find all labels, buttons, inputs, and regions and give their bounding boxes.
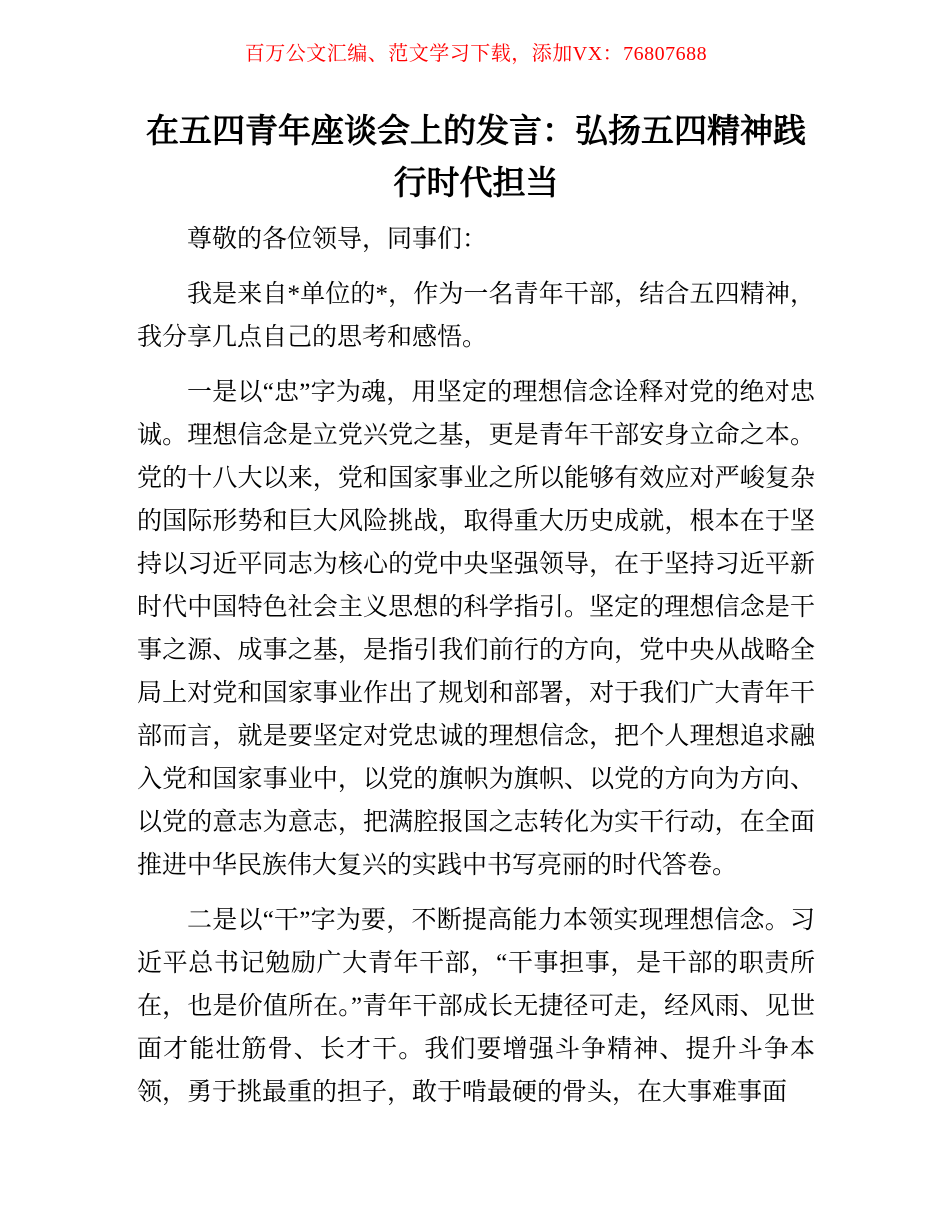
paragraph-intro: 我是来自*单位的*，作为一名青年干部，结合五四精神，我分享几点自己的思考和感悟。 xyxy=(137,281,815,351)
paragraph-point-two: 二是以“干”字为要，不断提高能力本领实现理想信念。习近平总书记勉励广大青年干部，“干事担事，是干部的职责所在，也是价值所在。”青年干部成长无捷径可走，经风雨、见世面才能壮筋骨、长才干。我们要增强斗争精神、提升斗争本领，勇于挑最重的担子，敢于啃最硬的骨头，在大事难事面 xyxy=(137,907,815,1106)
paragraph-salutation: 尊敬的各位领导，同事们： xyxy=(187,226,488,253)
header-notice: 百万公文汇编、范文学习下载，添加VX：76807688 xyxy=(244,43,708,65)
paragraph-point-one: 一是以“忠”字为魂，用坚定的理想信念诠释对党的绝对忠诚。理想信念是立党兴党之基，更是青年干部安身立命之本。党的十八大以来，党和国家事业之所以能够有效应对严峻复杂的国际形势和巨大风险挑战，取得重大历史成就，根本在于坚持以习近平同志为核心的党中央坚强领导，在于坚持习近平新时代中国特色社会主义思想的科学指引。坚定的理想信念是干事之源、成事之基，是指引我们前行的方向，党中央从战略全局上对党和国家事业作出了规划和部署，对于我们广大青年干部而言，就是要坚定对党忠诚的理想信念，把个人理想追求融入党和国家事业中，以党的旗帜为旗帜、以党的方向为方向、以党的意志为意志，把满腔报国之志转化为实干行动，在全面推进中华民族伟大复兴的实践中书写亮丽的时代答卷。 xyxy=(137,379,815,879)
document-title: 在五四青年座谈会上的发言：弘扬五四精神践行时代担当 xyxy=(146,114,806,202)
